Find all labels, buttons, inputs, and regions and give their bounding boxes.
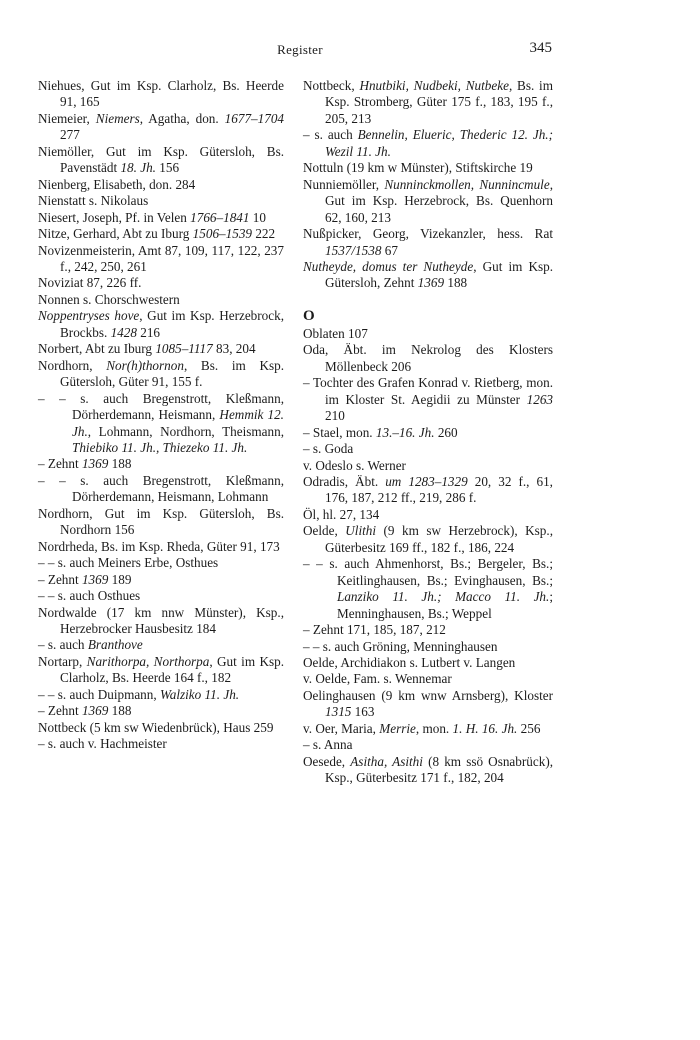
index-entry	[38, 605, 284, 638]
entry-italic-text: 1. H. 16. Jh.	[452, 720, 518, 736]
entry-text: 210	[325, 408, 345, 424]
entry-text: – s. auch	[38, 637, 88, 653]
entry-text: 277	[60, 127, 80, 143]
entry-text: Nunniemöller,	[303, 176, 385, 192]
index-entry	[303, 458, 553, 474]
entry-italic-text: Nunninckmollen, Nunnincmule	[384, 176, 550, 192]
entry-text: Öl, hl. 27, 134	[303, 506, 380, 522]
index-entry	[303, 523, 553, 556]
entry-text: – Tochter des Grafen Konrad v. Rietberg, mon. im Kloster St. Aegidii zu Münster	[303, 375, 553, 407]
entry-italic-text: 1263	[526, 391, 553, 407]
entry-text: 10	[249, 209, 266, 225]
entry-text: Nottuln (19 km w Münster), Stiftskirche 19	[303, 160, 533, 176]
entry-text: , Gut im Ksp. Clarholz, Bs. Heerde 164 f., 182	[60, 653, 284, 686]
entry-text: – Zehnt	[38, 456, 82, 472]
index-entry	[303, 226, 553, 259]
running-head	[0, 40, 700, 60]
entry-italic-text: Narithorpa, Northorpa	[86, 653, 210, 669]
index-entry	[38, 292, 284, 308]
entry-text: , Agatha, don.	[139, 110, 225, 126]
index-entry	[303, 639, 553, 655]
entry-text: – Zehnt 171, 185, 187, 212	[303, 622, 446, 638]
index-entry	[303, 474, 553, 507]
index-entry	[38, 456, 284, 472]
entry-text: Oelinghausen (9 km wnw Arnsberg), Kloster	[303, 687, 553, 703]
index-entry	[303, 259, 553, 292]
entry-text: 83, 204	[212, 341, 256, 357]
entry-text: – – s. auch Osthues	[38, 588, 141, 604]
entry-text: – Stael, mon.	[303, 424, 376, 440]
entry-italic-text: 1315	[325, 704, 352, 720]
entry-italic-text: Hnutbiki, Nudbeki, Nutbeke	[359, 78, 509, 93]
index-entry	[38, 226, 284, 242]
entry-text: Oelde,	[303, 523, 346, 539]
index-entry	[38, 341, 284, 357]
section-letter-heading: O	[303, 307, 315, 324]
entry-text: 188	[108, 703, 132, 719]
entry-text: Nottbeck,	[303, 78, 360, 93]
index-entry	[38, 78, 284, 111]
index-entry	[38, 588, 284, 604]
entry-italic-text: Noppentryses hove	[38, 308, 140, 324]
entry-text: 256	[517, 720, 541, 736]
entry-text: 156	[155, 160, 180, 176]
entry-text: v. Oer, Maria,	[303, 720, 380, 736]
entry-text: Nitze, Gerhard, Abt zu Iburg	[38, 226, 193, 242]
index-entry	[303, 721, 553, 737]
entry-text: – s. auch v. Hachmeister	[38, 736, 167, 752]
entry-text: , Bs. im Ksp. Stromberg, Güter 175 f., 183, 195 f., 205, 213	[325, 78, 553, 126]
index-entry	[38, 111, 284, 144]
entry-italic-text: 1766–1841	[190, 209, 250, 225]
index-entry	[38, 358, 284, 391]
index-entry	[303, 556, 553, 622]
entry-text: v. Odeslo s. Werner	[303, 457, 406, 473]
index-entry	[38, 720, 284, 736]
index-entry	[38, 637, 284, 653]
entry-text: Nonnen s. Chorschwestern	[38, 291, 180, 307]
entry-text: ; Menninghausen, Bs.; Weppel	[337, 589, 553, 621]
entry-italic-text: Branthove	[87, 637, 143, 653]
entry-text: – – s. auch Duipmann,	[38, 686, 160, 702]
index-entry	[303, 78, 553, 127]
left-column	[38, 78, 284, 753]
entry-text: 222	[252, 226, 276, 242]
index-entry	[38, 391, 284, 457]
entry-text: Nortarp,	[38, 653, 87, 669]
right-column-entries-o	[303, 326, 553, 787]
entry-text: Norbert, Abt zu Iburg	[38, 341, 156, 357]
entry-text: v. Oelde, Fam. s. Wennemar	[303, 671, 452, 687]
entry-italic-text: Asitha, Asithi	[350, 753, 423, 769]
entry-italic-text: Nutheyde, domus ter Nutheyde	[303, 258, 474, 274]
entry-text: Odradis, Äbt.	[303, 473, 386, 489]
entry-text: – – s. auch Bregenstrott, Kleßmann, Dörherdemann, Heismann, Lohmann	[38, 472, 284, 505]
index-entry	[38, 736, 284, 752]
index-entry	[38, 555, 284, 571]
entry-text: Nordhorn, Gut im Ksp. Gütersloh, Bs. Nordhorn 156	[38, 505, 284, 538]
entry-text: (9 km sw Herzebrock), Ksp., Güterbesitz 169 ff., 182 f., 186, 224	[325, 523, 553, 555]
entry-italic-text: 1369	[81, 703, 109, 719]
entry-italic-text: 1506–1539	[192, 226, 253, 242]
entry-text: , Gut im Ksp. Herzebrock, Bs. Quenhorn 62, 160, 213	[325, 176, 553, 225]
index-entry	[303, 375, 553, 424]
entry-text: – – s. auch Bregenstrott, Kleßmann, Dörherdemann, Heismann,	[38, 390, 284, 423]
entry-text: 188	[108, 456, 132, 472]
index-entry	[303, 688, 553, 721]
entry-text: Nordhorn,	[38, 357, 107, 373]
index-entry	[38, 177, 284, 193]
index-entry	[38, 539, 284, 555]
entry-text: , Gut im Ksp. Gütersloh, Zehnt	[325, 258, 553, 291]
entry-text: Noviziat 87, 226 ff.	[38, 275, 142, 291]
entry-italic-text: 13.–16. Jh.	[375, 424, 435, 440]
index-entry	[38, 275, 284, 291]
entry-text: Niesert, Joseph, Pf. in Velen	[38, 209, 191, 225]
index-entry	[38, 144, 284, 177]
index-entry	[38, 473, 284, 506]
entry-text: Novizenmeisterin, Amt 87, 109, 117, 122, 237 f., 242, 250, 261	[38, 242, 284, 274]
index-entry	[303, 127, 553, 160]
entry-text: – Zehnt	[38, 703, 82, 719]
index-entry	[303, 754, 553, 787]
entry-italic-text: 1428	[110, 324, 137, 340]
entry-text: Nußpicker, Georg, Vizekanzler, hess. Rat	[303, 226, 553, 242]
index-entry	[303, 737, 553, 753]
entry-text: – – s. auch Ahmenhorst, Bs.; Bergeler, Bs.; Keitlinghausen, Bs.; Evinghausen, Bs.;	[303, 556, 553, 588]
index-entry	[38, 210, 284, 226]
index-entry	[303, 655, 553, 671]
entry-text: , Gut im Ksp. Herzebrock, Brockbs.	[60, 308, 284, 340]
entry-text: Nordwalde (17 km nnw Münster), Ksp., Herzebrocker Hausbesitz 184	[38, 604, 284, 636]
index-entry	[303, 160, 553, 176]
entry-text: – s. auch	[303, 127, 358, 143]
right-column	[303, 78, 553, 787]
entry-text: 216	[136, 324, 161, 340]
entry-italic-text: Walziko 11. Jh.	[159, 686, 240, 702]
entry-italic-text: 1677–1704	[224, 110, 284, 126]
entry-text: 188	[444, 275, 468, 291]
index-entry	[38, 308, 284, 341]
entry-text: (8 km ssö Osnabrück), Ksp., Güterbesitz 171 f., 182, 204	[325, 753, 554, 786]
index-entry	[38, 506, 284, 539]
index-entry	[303, 671, 553, 687]
entry-text: – s. Anna	[303, 737, 353, 753]
entry-italic-text: Merrie	[379, 720, 416, 736]
entry-italic-text: Hemmik 12. Jh.	[72, 407, 284, 439]
entry-italic-text: Bennelin, Elueric, Thederic 12. Jh.; Wezil 11. Jh.	[325, 127, 554, 159]
entry-text: Niemeier,	[38, 110, 96, 126]
entry-italic-text: Ulithi	[345, 523, 377, 539]
entry-text: – – s. auch Meiners Erbe, Osthues	[38, 555, 219, 571]
entry-text: Nottbeck (5 km sw Wiedenbrück), Haus 259	[38, 719, 274, 735]
entry-text: Oesede,	[303, 753, 351, 769]
entry-italic-text: Thiebiko 11. Jh., Thiezeko 11. Jh.	[72, 439, 248, 455]
entry-text: 189	[108, 571, 132, 587]
entry-text: 67	[381, 242, 398, 258]
index-entry	[303, 326, 553, 342]
entry-text: Nienberg, Elisabeth, don. 284	[38, 176, 196, 192]
entry-text: Oblaten 107	[303, 325, 368, 341]
entry-italic-text: Nor(h)thornon	[106, 357, 184, 373]
index-entry	[38, 193, 284, 209]
entry-text: Nordrheda, Bs. im Ksp. Rheda, Güter 91, 173	[38, 538, 280, 554]
entry-text: , Lohmann, Nordhorn, Theismann,	[87, 423, 284, 439]
entry-italic-text: 18. Jh.	[120, 160, 156, 176]
index-entry	[303, 622, 553, 638]
entry-text: Oelde, Archidiakon s. Lutbert v. Langen	[303, 654, 516, 670]
page-number: 345	[529, 40, 552, 56]
entry-text: – – s. auch Gröning, Menninghausen	[303, 638, 498, 654]
entry-text: 20, 32 f., 61, 176, 187, 212 ff., 219, 286 f.	[325, 473, 553, 506]
entry-italic-text: 1369	[81, 571, 109, 587]
entry-text: Niehues, Gut im Ksp. Clarholz, Bs. Heerde 91, 165	[38, 78, 284, 110]
entry-italic-text: 1085–1117	[155, 341, 213, 357]
entry-italic-text: 1369	[81, 456, 109, 472]
index-entry	[38, 654, 284, 687]
entry-text: Nienstatt s. Nikolaus	[38, 193, 149, 209]
index-entry	[303, 441, 553, 457]
entry-text: Niemöller, Gut im Ksp. Gütersloh, Bs. Pavenstädt	[38, 143, 284, 176]
entry-italic-text: Lanziko 11. Jh.; Macco 11. Jh.	[337, 589, 550, 605]
entry-text: , Bs. im Ksp. Gütersloh, Güter 91, 155 f.	[60, 357, 284, 390]
index-entry	[38, 703, 284, 719]
entry-text: – s. Goda	[303, 441, 354, 457]
entry-text: 163	[351, 704, 375, 720]
entry-italic-text: 1537/1538	[325, 242, 382, 258]
entry-text: , mon.	[415, 720, 453, 736]
entry-italic-text: Niemers	[95, 110, 140, 126]
index-entry	[38, 243, 284, 276]
right-column-entries-n	[303, 78, 553, 292]
running-title: Register	[277, 42, 323, 57]
index-entry	[38, 572, 284, 588]
entry-italic-text: um 1283–1329	[385, 473, 468, 489]
index-entry	[303, 342, 553, 375]
index-entry	[303, 507, 553, 523]
index-entry	[303, 425, 553, 441]
entry-italic-text: 1369	[417, 275, 445, 291]
index-entry	[303, 177, 553, 226]
entry-text: 260	[434, 424, 458, 440]
entry-text: – Zehnt	[38, 571, 82, 587]
index-entry	[38, 687, 284, 703]
entry-text: Oda, Äbt. im Nekrolog des Klosters Möllenbeck 206	[303, 342, 553, 374]
